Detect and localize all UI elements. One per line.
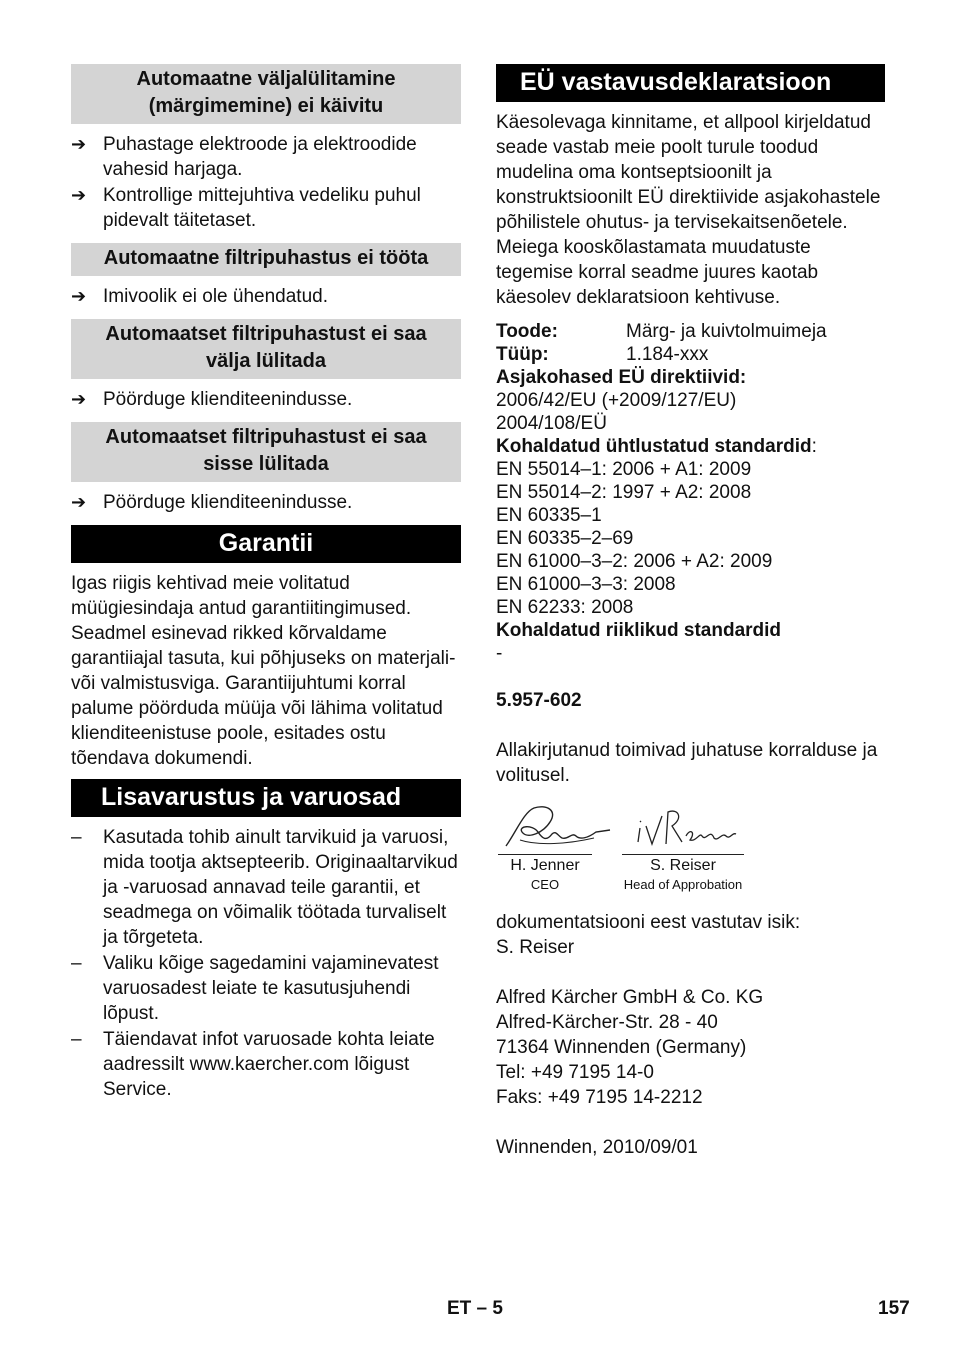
signer-role: CEO: [530, 877, 560, 892]
directives-label: Asjakohased EÜ direktiivid:: [496, 367, 747, 388]
dash-list: [71, 825, 461, 1102]
standard-item: EN 61000–3–3: 2008: [496, 574, 676, 595]
standard-item: EN 55014–2: 1997 + A2: 2008: [496, 482, 752, 503]
dash-bullet-icon: –: [71, 1029, 82, 1050]
product-info: [496, 320, 885, 665]
declaration-heading: EÜ vastavusdeklaratsioon: [496, 64, 885, 102]
list-item: ➔ Imivoolik ei ole ühendatud.: [71, 286, 328, 307]
section-heading: Automaatne väljalülitamine (märgimemine) ei käivitu: [71, 64, 461, 124]
arrow-list: [71, 387, 461, 412]
arrow-right-icon: ➔: [71, 286, 87, 306]
national-standards-label: Kohaldatud riiklikud standardid: [496, 620, 782, 641]
accessories-heading: Lisavarustus ja varuosad: [71, 779, 461, 817]
document-number: 5.957-602: [496, 690, 582, 711]
list-item: ➔ Pöörduge klienditeenindusse.: [71, 389, 353, 410]
standard-item: EN 60335–2–69: [496, 528, 634, 549]
left-column: [71, 64, 461, 1103]
handwritten-signature-icon: [632, 802, 742, 854]
signer-name: S. Reiser: [622, 854, 744, 875]
signature-row: [496, 802, 885, 894]
right-column: [496, 64, 885, 1160]
dash-bullet-icon: –: [71, 953, 82, 974]
garantii-text: Igas riigis kehtivad meie volitatud müügiesindaja antud garantiitingimused. Seadmel esinevad rikked kõrvaldame garantiiajal tasuta, kui põhjuseks on materjali- või valmistusviga. Garantiijuhtumi korral palume pöörduda müüja või lähima volitatud klienditeenistuse poole, esitades ostu tõendava dokumendi.: [71, 573, 456, 769]
list-item: ➔ Puhastage elektroode ja elektroodide vahesid harjaga.: [71, 134, 417, 180]
signature-reiser: [622, 802, 744, 893]
company-address: Alfred Kärcher GmbH & Co. KG Alfred-Kärcher-Str. 28 - 40 71364 Winnenden (Germany) Tel: +49 7195 14-0 Faks: +49 7195 14-2212: [496, 987, 764, 1108]
arrow-right-icon: ➔: [71, 185, 87, 205]
arrow-right-icon: ➔: [71, 134, 87, 154]
standard-item: EN 55014–1: 2006 + A1: 2009: [496, 459, 752, 480]
arrow-right-icon: ➔: [71, 492, 87, 512]
standard-item: EN 60335–1: [496, 505, 602, 526]
arrow-list: [71, 490, 461, 515]
standards-label-row: Kohaldatud ühtlustatud standardid:: [496, 436, 817, 457]
list-item: ➔ Pöörduge klienditeenindusse.: [71, 492, 353, 513]
signed-text: Allakirjutanud toimivad juhatuse korralduse ja volitusel.: [496, 740, 878, 786]
arrow-list: [71, 284, 461, 309]
type-row: Tüüp: 1.184-xxx: [496, 344, 709, 365]
declaration-intro: Käesolevaga kinnitame, et allpool kirjeldatud seade vastab meie poolt turule toodud mudelina oma kontseptsioonilt ja konstruktsioonilt EÜ direktiivide asjakohastele põhilistele ohutus- ja tervisekaitsenõetele. Meiega kooskõlastamata muudatuste tegemise korral seadme juures kaotab käesolev deklaratsioon kehtivuse.: [496, 112, 881, 308]
dash-bullet-icon: –: [71, 827, 82, 848]
responsible-label: dokumentatsiooni eest vastutav isik:: [496, 912, 801, 933]
section-heading: Automaatset filtripuhastust ei saa välja lülitada: [71, 319, 461, 379]
signer-role: Head of Approbation: [623, 877, 743, 892]
footer-language-page: ET – 5: [447, 1298, 503, 1319]
place-date: Winnenden, 2010/09/01: [496, 1137, 698, 1158]
list-item: – Kasutada tohib ainult tarvikuid ja varuosi, mida tootja aktsepteerib. Originaaltarvikud ja -varuosad annavad teile garantii, et seadmega on võimalik töötada turvaliselt ja tõrgeteta.: [71, 827, 458, 948]
arrow-right-icon: ➔: [71, 389, 87, 409]
handwritten-signature-icon: [498, 802, 618, 854]
list-item: – Valiku kõige sagedamini vajaminevatest varuosadest leiate te kasutusjuhendi lõpust.: [71, 953, 439, 1024]
page-number: 157: [878, 1298, 910, 1319]
national-standards-value: -: [496, 643, 503, 664]
section-heading: Automaatset filtripuhastust ei saa sisse lülitada: [71, 422, 461, 482]
signer-name: H. Jenner: [498, 854, 592, 875]
section-heading: Automaatne filtripuhastus ei tööta: [71, 243, 461, 276]
standard-item: EN 61000–3–2: 2006 + A2: 2009: [496, 551, 773, 572]
directive-item: 2004/108/EÜ: [496, 413, 607, 434]
list-item: ➔ Kontrollige mittejuhtiva vedeliku puhul pidevalt täitetaset.: [71, 185, 421, 231]
arrow-list: [71, 132, 461, 233]
responsible-name: S. Reiser: [496, 937, 575, 958]
garantii-heading: Garantii: [71, 525, 461, 563]
directive-item: 2006/42/EU (+2009/127/EU): [496, 390, 737, 411]
signature-jenner: [498, 802, 592, 893]
standard-item: EN 62233: 2008: [496, 597, 634, 618]
product-row: Toode: Märg- ja kuivtolmuimeja: [496, 321, 827, 342]
list-item: – Täiendavat infot varuosade kohta leiate aadressilt www.kaercher.com lõigust Service.: [71, 1029, 435, 1100]
